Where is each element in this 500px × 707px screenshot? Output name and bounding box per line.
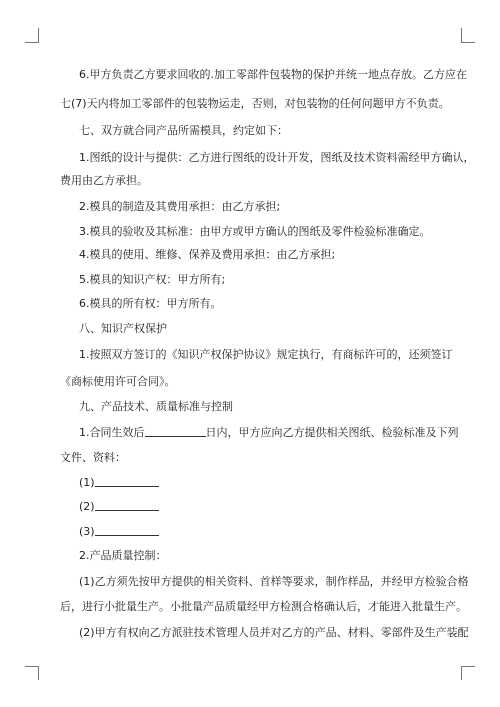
paragraph-line: 1.按照双方签订的《知识产权保护协议》规定执行，有商标许可的，还须签订 [79, 348, 453, 361]
paragraph-line: 费用由乙方承担。 [60, 174, 148, 187]
paragraph-line: 5.模具的知识产权：甲方所有; [79, 273, 226, 286]
paragraph-line: (1)乙方须先按甲方提供的相关资料、首样等要求，制作样品，并经甲方检验合格 [79, 575, 469, 588]
paragraph-line: 6.甲方负责乙方要求回收的.加工零部件包装物的保护并统一地点存放。乙方应在 [79, 68, 467, 81]
paragraph-line: 3.模具的验收及其标准：由甲方或甲方确认的图纸及零件检验标准确定。 [79, 225, 431, 238]
paragraph-line: 后，进行小批量生产。小批量产品质量经甲方检测合格确认后，才能进入批量生产。 [60, 600, 467, 613]
crop-mark-bottom-right [461, 666, 462, 680]
paragraph-line: 1.图纸的设计与提供：乙方进行图纸的设计开发，图纸及技术资料需经甲方确认， [79, 151, 475, 164]
crop-mark-bottom-left [25, 666, 39, 667]
fill-in-blank [95, 525, 159, 536]
section-heading: 七、双方就合同产品所需模具，约定如下： [79, 124, 288, 137]
contract-effective-text: 1.合同生效后 [79, 426, 145, 439]
paragraph-line: 文件、资料： [60, 451, 126, 464]
paragraph-line: 4.模具的使用、维修、保养及费用承担：由乙方承担; [79, 248, 336, 261]
list-item-number: (3) [79, 525, 95, 538]
paragraph-line [79, 426, 459, 440]
paragraph-line: 6.模具的所有权：甲方所有。 [79, 297, 222, 310]
list-item-number: (1) [79, 476, 95, 489]
crop-mark-bottom-left [38, 666, 39, 680]
days-text: 日内，甲方应向乙方提供相关图纸、检验标准及下列 [205, 426, 459, 439]
list-item [79, 500, 450, 514]
crop-mark-top-right [461, 42, 475, 43]
paragraph-line: (2)甲方有权向乙方派驻技术管理人员并对乙方的产品、材料、零部件及生产装配 [79, 626, 469, 639]
fill-in-blank [95, 500, 159, 511]
section-heading: 八、知识产权保护 [79, 322, 167, 335]
crop-mark-bottom-right [461, 666, 475, 667]
paragraph-line: 七(7)天内将加工零部件的包装物运走，否则，对包装物的任何问题甲方不负责。 [60, 97, 450, 110]
crop-mark-top-left [38, 28, 39, 42]
crop-mark-top-right [461, 28, 462, 42]
paragraph-line: 《商标使用许可合同》。 [60, 375, 176, 388]
crop-mark-top-left [25, 42, 39, 43]
paragraph-line: 2.模具的制造及其费用承担：由乙方承担; [79, 200, 281, 213]
list-item-number: (2) [79, 500, 95, 513]
paragraph-line: 2.产品质量控制： [79, 549, 167, 562]
list-item [79, 525, 450, 539]
list-item [79, 476, 450, 490]
fill-in-blank [145, 426, 206, 437]
fill-in-blank [95, 476, 159, 487]
section-heading: 九、产品技术、质量标准与控制 [79, 400, 233, 413]
